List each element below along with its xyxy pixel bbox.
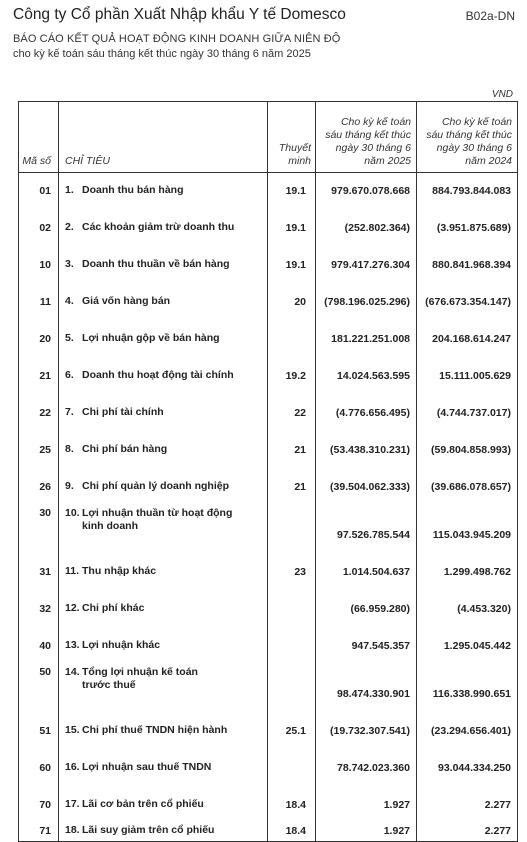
row-value-2025: 947.545.357 [316,621,417,658]
row-item: Lợi nhuận gộp về bán hàng [82,332,220,344]
row-note: 21 [268,462,316,499]
header-period-2024 [417,102,518,173]
row-note [268,499,316,547]
row-note: 19.1 [268,203,316,240]
row-code: 30 [19,499,59,547]
row-note: 19.2 [268,351,316,388]
row-number: 2. [65,221,74,233]
row-item: Doanh thu hoạt động tài chính [82,369,234,381]
row-value-2024: 204.168.614.247 [417,314,518,351]
row-code: 20 [19,314,59,351]
row-value-2024: 1.299.498.762 [417,547,518,584]
row-value-2025: (4.776.656.495) [316,388,417,425]
row-note: 22 [268,388,316,425]
row-value-2024: 93.044.334.250 [417,743,518,780]
row-note [268,743,316,780]
row-code: 50 [19,658,59,706]
header-code: Mã số [19,102,59,173]
row-number: 18. [65,824,80,836]
row-note: 19.1 [268,240,316,277]
table-row [19,425,518,462]
row-item-line2: trước thuế [82,679,136,691]
form-code: B02a-DN [465,9,515,23]
row-note: 18.4 [268,780,316,817]
table-row [19,621,518,658]
row-number: 14. [65,666,80,678]
row-note: 21 [268,425,316,462]
row-note: 19.1 [268,178,316,203]
row-code: 51 [19,706,59,743]
table-row [19,499,518,547]
table-row [19,658,518,706]
row-item: Lợi nhuận khác [82,639,161,651]
table-row [19,780,518,817]
row-item: Doanh thu thuần về bán hàng [82,258,230,270]
row-number: 10. [65,507,80,519]
row-number: 16. [65,761,80,773]
header-2024-line1: Cho kỳ kế toán [441,116,512,128]
row-value-2024: (3.951.875.689) [417,203,518,240]
table-row [19,584,518,621]
row-item: Thu nhập khác [82,565,157,577]
row-number: 8. [65,443,74,455]
row-value-2025: 979.417.276.304 [316,240,417,277]
table-row [19,462,518,499]
row-value-2024: 116.338.990.651 [417,658,518,706]
row-value-2025: 1.927 [316,817,417,842]
row-item: Chi phí tài chính [82,406,164,418]
row-value-2025: (798.196.025.296) [316,277,417,314]
row-value-2024: 2.277 [417,817,518,842]
currency-unit: VND [491,89,513,100]
row-number: 13. [65,639,80,651]
row-item-line1: Lợi nhuận thuần từ hoạt động [82,507,233,519]
row-number: 3. [65,258,74,270]
row-note [268,314,316,351]
table-row [19,547,518,584]
row-note: 18.4 [268,817,316,842]
row-value-2025: 98.474.330.901 [316,658,417,706]
row-value-2025: (66.959.280) [316,584,417,621]
header-note-line2: minh [288,155,311,167]
row-value-2025: (19.732.307.541) [316,706,417,743]
table-row [19,277,518,314]
header-2024-line4: năm 2024 [465,155,512,167]
row-value-2025: (53.438.310.231) [316,425,417,462]
header-2025-line1: Cho kỳ kế toán [340,116,411,128]
row-item-line2: kinh doanh [82,520,138,532]
table-row [19,351,518,388]
row-value-2025: 14.024.563.595 [316,351,417,388]
row-value-2025: 979.670.078.668 [316,178,417,203]
header-2025-line3: ngày 30 tháng 6 [335,142,411,154]
table-header-row [19,102,518,173]
row-note: 25.1 [268,706,316,743]
row-value-2024: (4.453.320) [417,584,518,621]
row-number: 7. [65,406,74,418]
table-row [19,817,518,842]
header-note [268,102,316,173]
row-value-2024: 884.793.844.083 [417,178,518,203]
table-row [19,314,518,351]
row-code: 31 [19,547,59,584]
row-item: Chi phí thuế TNDN hiện hành [82,724,228,736]
row-value-2024: 15.111.005.629 [417,351,518,388]
header-item: CHỈ TIÊU [59,102,268,173]
row-item: Chi phí khác [82,602,145,614]
row-value-2024: (23.294.656.401) [417,706,518,743]
table-row [19,743,518,780]
row-code: 32 [19,584,59,621]
row-item: Các khoản giảm trừ doanh thu [82,221,235,233]
report-subtitle: cho kỳ kế toán sáu tháng kết thúc ngày 30 tháng 6 năm 2025 [13,48,311,60]
row-value-2025: 181.221.251.008 [316,314,417,351]
row-code: 25 [19,425,59,462]
row-note [268,658,316,706]
row-number: 9. [65,480,74,492]
header-note-line1: Thuyết [278,142,311,154]
row-code: 21 [19,351,59,388]
row-value-2025: (39.504.062.333) [316,462,417,499]
row-value-2025: 78.742.023.360 [316,743,417,780]
row-item: Doanh thu bán hàng [82,184,184,196]
row-number: 5. [65,332,74,344]
row-code: 02 [19,203,59,240]
row-value-2024: (39.686.078.657) [417,462,518,499]
table-row [19,240,518,277]
header-2024-line3: ngày 30 tháng 6 [436,142,512,154]
row-note [268,584,316,621]
row-number: 15. [65,724,80,736]
row-item: Chi phí quản lý doanh nghiệp [82,480,229,492]
table-row [19,388,518,425]
header-2025-line4: năm 2025 [364,155,411,167]
row-item-line1: Tổng lợi nhuận kế toán [82,666,198,678]
row-number: 1. [65,184,74,196]
row-code: 01 [19,178,59,203]
row-code: 71 [19,817,59,842]
company-name: Công ty Cổ phần Xuất Nhập khẩu Y tế Domesco [13,6,346,23]
row-value-2024: 2.277 [417,780,518,817]
row-value-2025: 1.927 [316,780,417,817]
row-code: 70 [19,780,59,817]
row-value-2025: 1.014.504.637 [316,547,417,584]
row-code: 26 [19,462,59,499]
income-statement-table [18,101,518,842]
header-2024-line2: sáu tháng kết thúc [426,129,512,141]
row-value-2024: (4.744.737.017) [417,388,518,425]
row-number: 12. [65,602,80,614]
row-value-2024: 115.043.945.209 [417,499,518,547]
row-item: Lãi suy giảm trên cổ phiếu [82,824,215,836]
row-code: 22 [19,388,59,425]
row-item: Chi phí bán hàng [82,443,168,455]
row-item: Giá vốn hàng bán [82,295,171,307]
row-code: 10 [19,240,59,277]
row-value-2025: 97.526.785.544 [316,499,417,547]
report-title: BÁO CÁO KẾT QUẢ HOẠT ĐỘNG KINH DOANH GIỮA NIÊN ĐỘ [13,33,341,45]
row-note: 20 [268,277,316,314]
header-period-2025 [316,102,417,173]
row-number: 6. [65,369,74,381]
row-value-2024: (59.804.858.993) [417,425,518,462]
row-value-2024: 1.295.045.442 [417,621,518,658]
row-code: 60 [19,743,59,780]
row-number: 17. [65,798,80,810]
row-note [268,621,316,658]
table-row [19,706,518,743]
row-number: 4. [65,295,74,307]
row-item: Lãi cơ bản trên cổ phiếu [82,798,204,810]
header-2025-line2: sáu tháng kết thúc [325,129,411,141]
row-code: 40 [19,621,59,658]
row-value-2024: (676.673.354.147) [417,277,518,314]
row-note: 23 [268,547,316,584]
row-code: 11 [19,277,59,314]
row-value-2024: 880.841.968.394 [417,240,518,277]
row-number: 11. [65,565,80,577]
row-item: Lợi nhuận sau thuế TNDN [82,761,212,773]
table-row [19,178,518,203]
table-row [19,203,518,240]
row-value-2025: (252.802.364) [316,203,417,240]
